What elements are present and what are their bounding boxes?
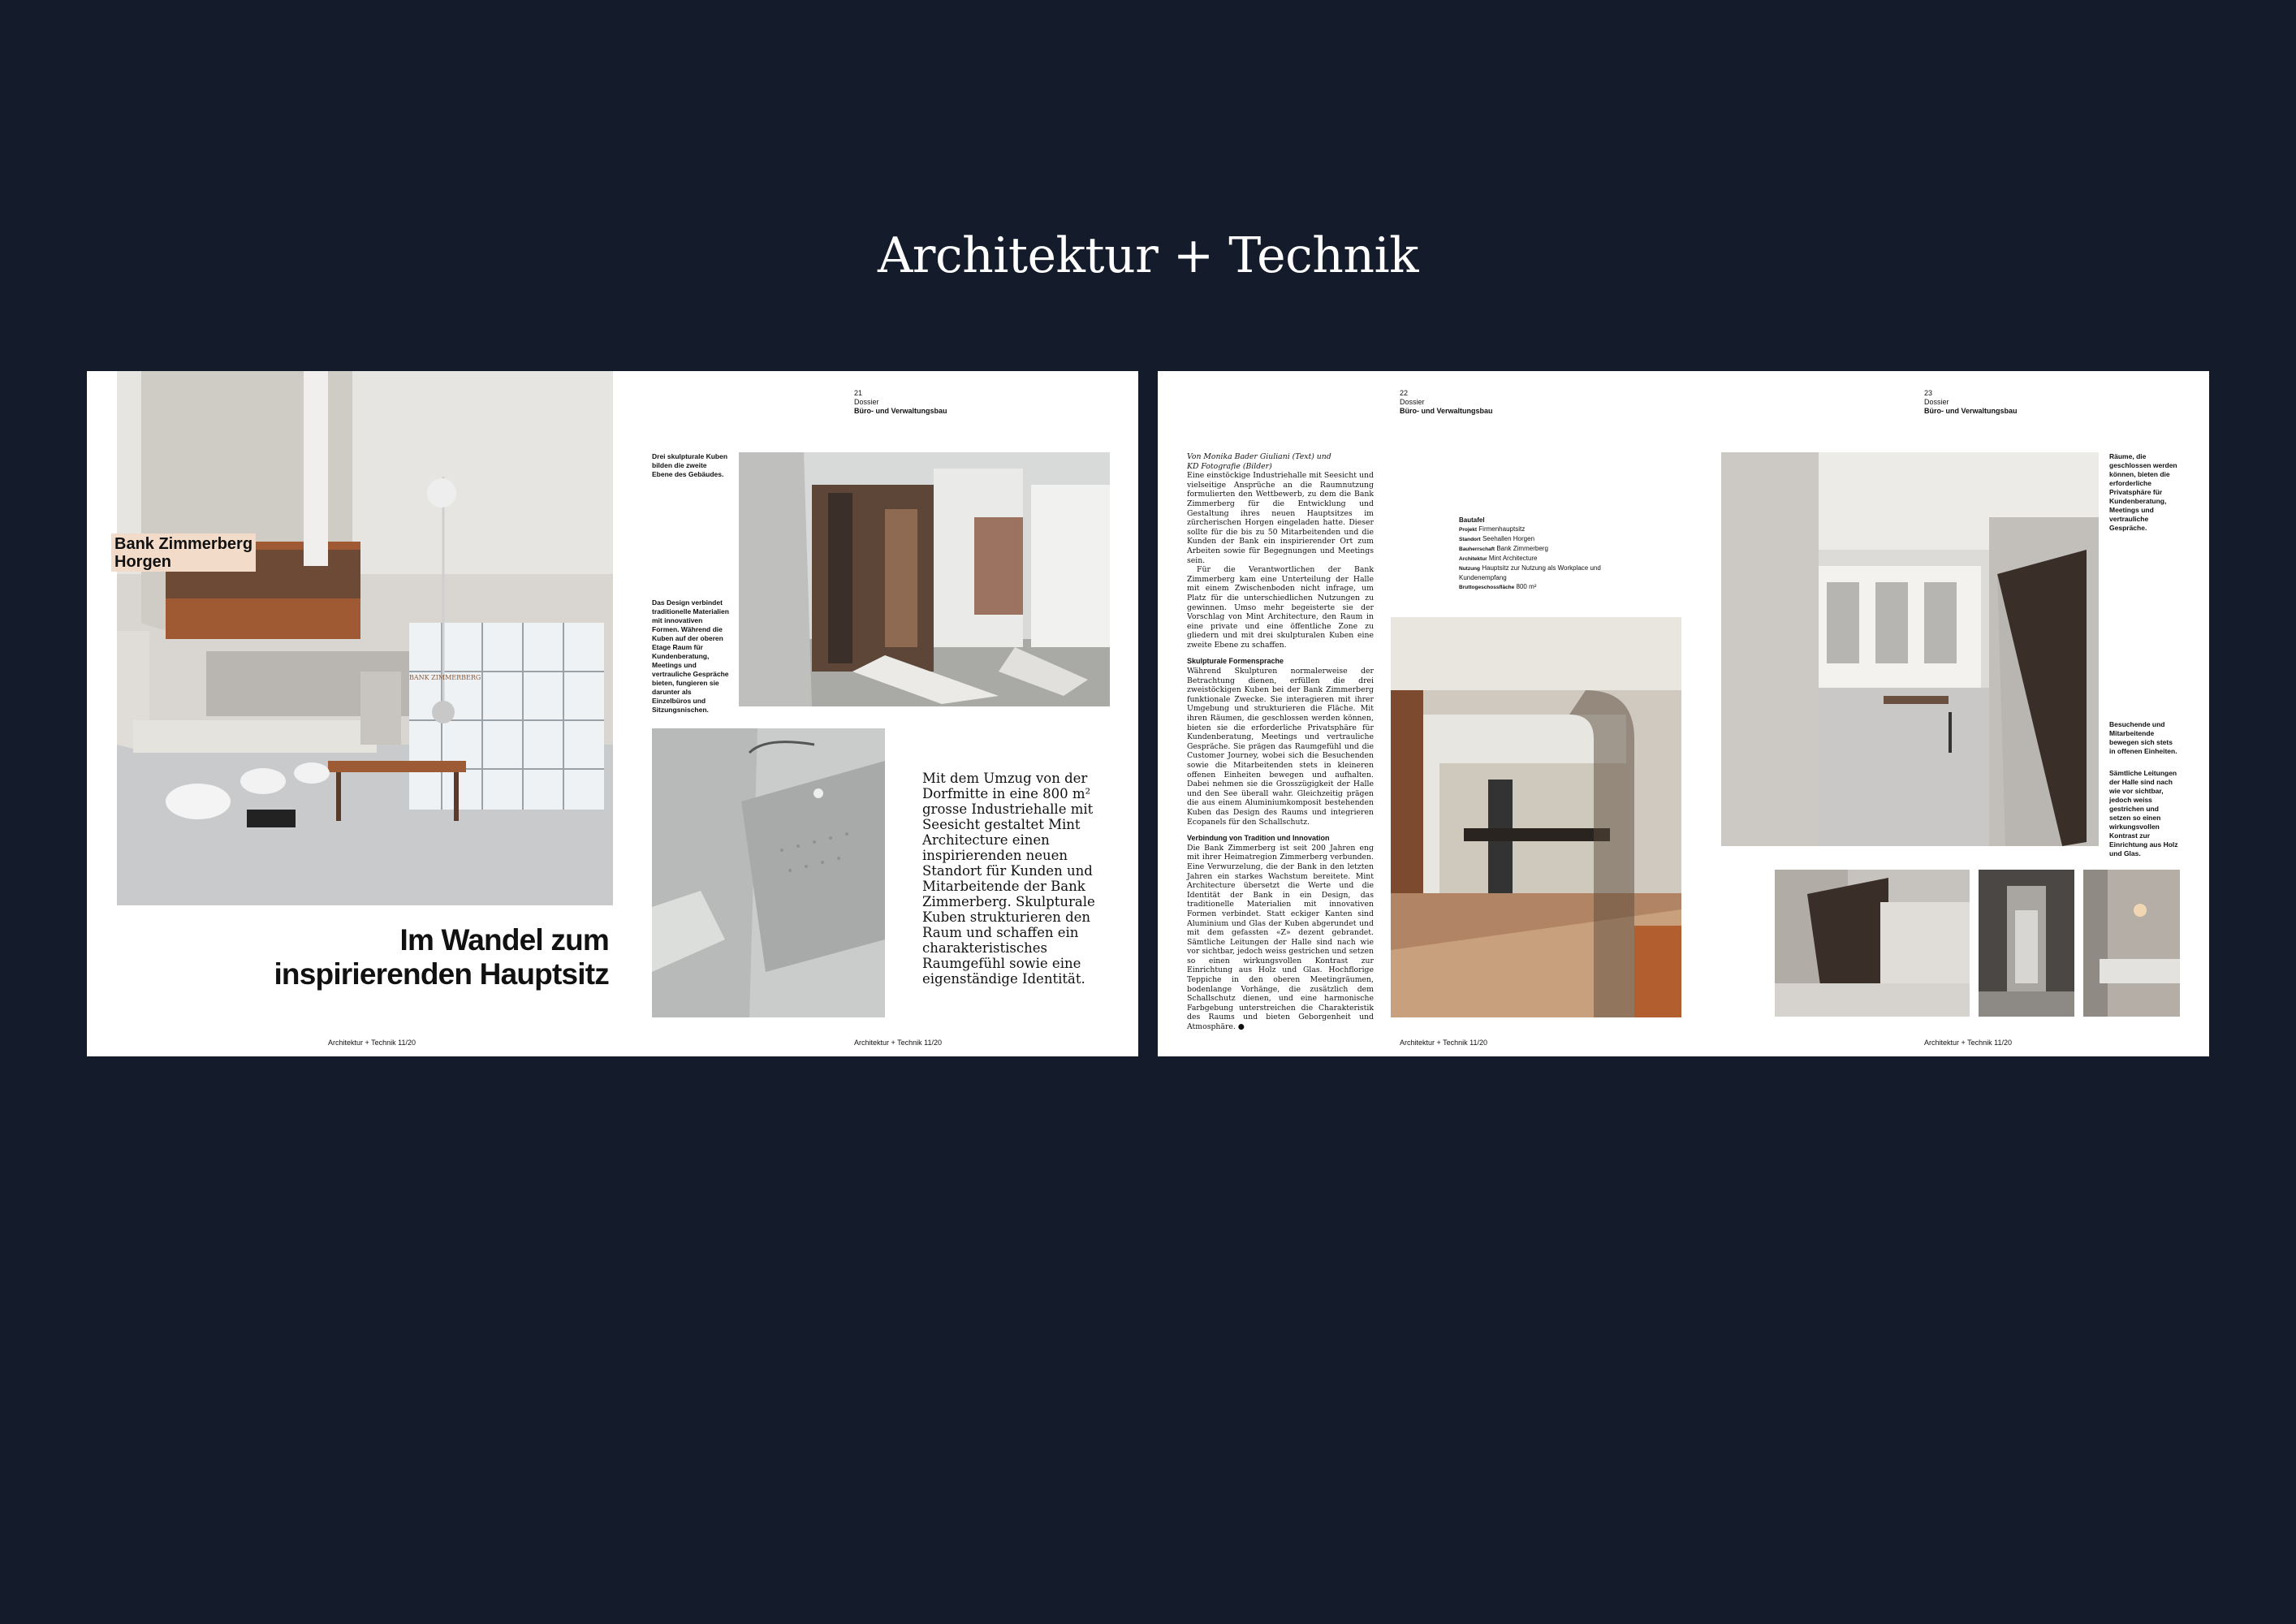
- caption-c: Sämtliche Leitungen der Halle sind nach wie vor sichtbar, jedoch weiss gestrichen und setzen so einen wirkungsvollen Kontrast zur Einrichtung aus Holz und Glas.: [2109, 769, 2178, 857]
- byline-1: Von Monika Bader Giuliani (Text) und: [1187, 452, 1331, 461]
- caption-1: Drei skulpturale Kuben bilden die zweite Ebene des Gebäudes.: [652, 452, 728, 478]
- wall-sign-text: BANK ZIMMERBERG: [409, 674, 481, 681]
- page-number-23: 23: [1924, 389, 1933, 397]
- bautafel-row: Standort Seehallen Horgen: [1459, 535, 1535, 542]
- section-label-22: Dossier: [1400, 398, 1425, 406]
- photo-open-office: [1721, 452, 2099, 846]
- left-spread: [87, 371, 1138, 1056]
- site-title: Architektur + Technik: [877, 227, 1419, 284]
- byline-2: KD Fotografie (Bilder): [1187, 461, 1272, 471]
- page-badge: Bank Zimmerberg Horgen: [111, 533, 256, 572]
- subhead-2: Verbindung von Tradition und Innovation: [1187, 834, 1330, 843]
- article-body: [1187, 452, 1374, 1032]
- headline: Im Wandel zum inspirierenden Hauptsitz: [274, 923, 609, 991]
- footer-right: Architektur + Technik 11/20: [854, 1039, 942, 1047]
- photo-washroom: [2083, 870, 2180, 1017]
- photo-corridor: [1979, 870, 2074, 1017]
- lead-text: Mit dem Umzug von der Dorfmitte in eine 800 m² grosse Industriehalle mit Seesicht gestaltet Mint Architecture einen inspirierenden neuen Standort für Kunden und Mitarbeitende der Bank Zimmerberg. Skulpturale Kuben strukturieren den Raum und schaffen ein charakteristisches Raumgefühl sowie eine eigenständige Identität.: [922, 771, 1095, 987]
- bautafel-row: Bruttogeschossfläche 800 m²: [1459, 583, 1537, 590]
- photo-glass-corridor: [739, 452, 1110, 706]
- bautafel-row: Bauherrschaft Bank Zimmerberg: [1459, 545, 1548, 552]
- page-number-22: 22: [1400, 389, 1409, 397]
- paragraph-1: Eine einstöckige Industriehalle mit Seesicht und vielseitige Ansprüche an die Raumnutzung formulierten den Wettbewerb, zu dem die Bank Zimmerberg für die Entwicklung und Gestaltung ihres neuen Hauptsitzes im zürcherischen Horgen eingeladen hatte. Dieser sollte für die bis zu 50 Mitarbeitenden und die Kunden der Bank ein inspirierender Ort zum Arbeiten sowie für Begegnungen und Meetings sein.: [1187, 471, 1374, 565]
- footer-left-22: Architektur + Technik 11/20: [1400, 1039, 1487, 1047]
- paragraph-3: Die Bank Zimmerberg ist seit 200 Jahren eng mit ihrer Heimatregion Zimmerberg verbunden. Eine Verwurzelung, die der Bank in den letzten Jahren ein starkes Wachstum bereitete. Mint Architecture übersetzt die Werte und die Identität der Bank in ein Design, das traditionelle Materialien mit innovativen Formen verbindet. Statt eckiger Kanten sind Aluminium und Glas der Kuben abgerundet und mit dem gefassten «Z» dezent gebrandet. Sämtliche Leitungen der Halle sind nach wie vor sichtbar, jedoch weiss gestrichen und setzen so einen wirkungsvollen Kontrast zur Einrichtung aus Holz und Glas. Hochflorige Teppiche in den oberen Meetingräumen, bodenlange Vorhänge, die zusätzlich dem Schallschutz dienen, und eine harmonische Farbgebung unterstreichen die Charakteristik des Raums und bieten Geborgenheit und Atmosphäre. ●: [1187, 843, 1374, 1032]
- caption-b: Besuchende und Mitarbeitende bewegen sich stets in offenen Einheiten.: [2109, 720, 2177, 755]
- page-number: 21: [854, 389, 863, 397]
- bautafel-row: Projekt Firmenhauptsitz: [1459, 525, 1526, 533]
- section-sub: Büro- und Verwaltungsbau: [854, 407, 947, 415]
- section-label-23: Dossier: [1924, 398, 1949, 406]
- bautafel-row: Architektur Mint Architecture: [1459, 555, 1538, 562]
- photo-meeting-room: [1391, 617, 1681, 1017]
- caption-2: Das Design verbindet traditionelle Materialien mit innovativen Formen. Während die Kuben auf der oberen Etage Raum für Kundenberatung, Meetings und vertrauliche Gespräche bieten, fungieren sie darunter als Einzelbüros und Sitzungsnischen.: [652, 598, 729, 714]
- caption-a: Räume, die geschlossen werden können, bieten die erforderliche Privatsphäre für Kundenberatung, Meetings und vertrauliche Gespräche.: [2109, 452, 2177, 532]
- page-header-23: [1924, 389, 2018, 416]
- photo-staircase: [652, 728, 885, 1017]
- page-header-21: [854, 389, 947, 416]
- bautafel: [1459, 516, 1613, 592]
- section-sub-22: Büro- und Verwaltungsbau: [1400, 407, 1493, 415]
- hero-photo-lobby: [117, 371, 613, 905]
- right-spread: [1158, 371, 2209, 1056]
- bautafel-row: Nutzung Hauptsitz zur Nutzung als Workplace und Kundenempfang: [1459, 564, 1601, 581]
- photo-stair-detail: [1775, 870, 1970, 1017]
- footer-left: Architektur + Technik 11/20: [328, 1039, 416, 1047]
- paragraph-2: Während Skulpturen normalerweise der Betrachtung dienen, erfüllen die drei zweistöckigen Kuben bei der Bank Zimmerberg funktionale Zwecke. Sie interagieren mit ihrer Umgebung und strukturieren die Fläche. Mit ihren Räumen, die geschlossen werden können, bieten sie die erforderliche Privatsphäre für Kundenberatung, Meetings und vertrauliche Gespräche. Sie prägen das Raumgefühl und die Customer Journey, wobei sich die Besuchenden sowie die Mitarbeitenden stets in kleineren offenen Einheiten bewegen und aufhalten. Dabei nehmen sie die Grosszügigkeit der Halle und den See überall wahr. Gleichzeitig prägen die aus einem Aluminiumkomposit bestehenden Kuben das Design des Raums und integrieren Ecopanels für den Schallschutz.: [1187, 667, 1374, 827]
- subhead-1: Skulpturale Formensprache: [1187, 657, 1284, 666]
- page-header-22: [1400, 389, 1493, 416]
- bautafel-title: Bautafel: [1459, 516, 1485, 524]
- footer-right-23: Architektur + Technik 11/20: [1924, 1039, 2012, 1047]
- section-label: Dossier: [854, 398, 879, 406]
- paragraph-1b: Für die Verantwortlichen der Bank Zimmerberg kam eine Unterteilung der Halle mit einem Zwischenboden nicht infrage, um Platz für die unterschiedlichen Nutzungen zu gewinnen. Umso mehr begeisterte sie der Vorschlag von Mint Architecture, den Raum in eine private und eine öffentliche Zone zu gliedern und mit drei skulpturalen Kuben eine zweite Ebene zu schaffen.: [1187, 565, 1374, 650]
- section-sub-23: Büro- und Verwaltungsbau: [1924, 407, 2018, 415]
